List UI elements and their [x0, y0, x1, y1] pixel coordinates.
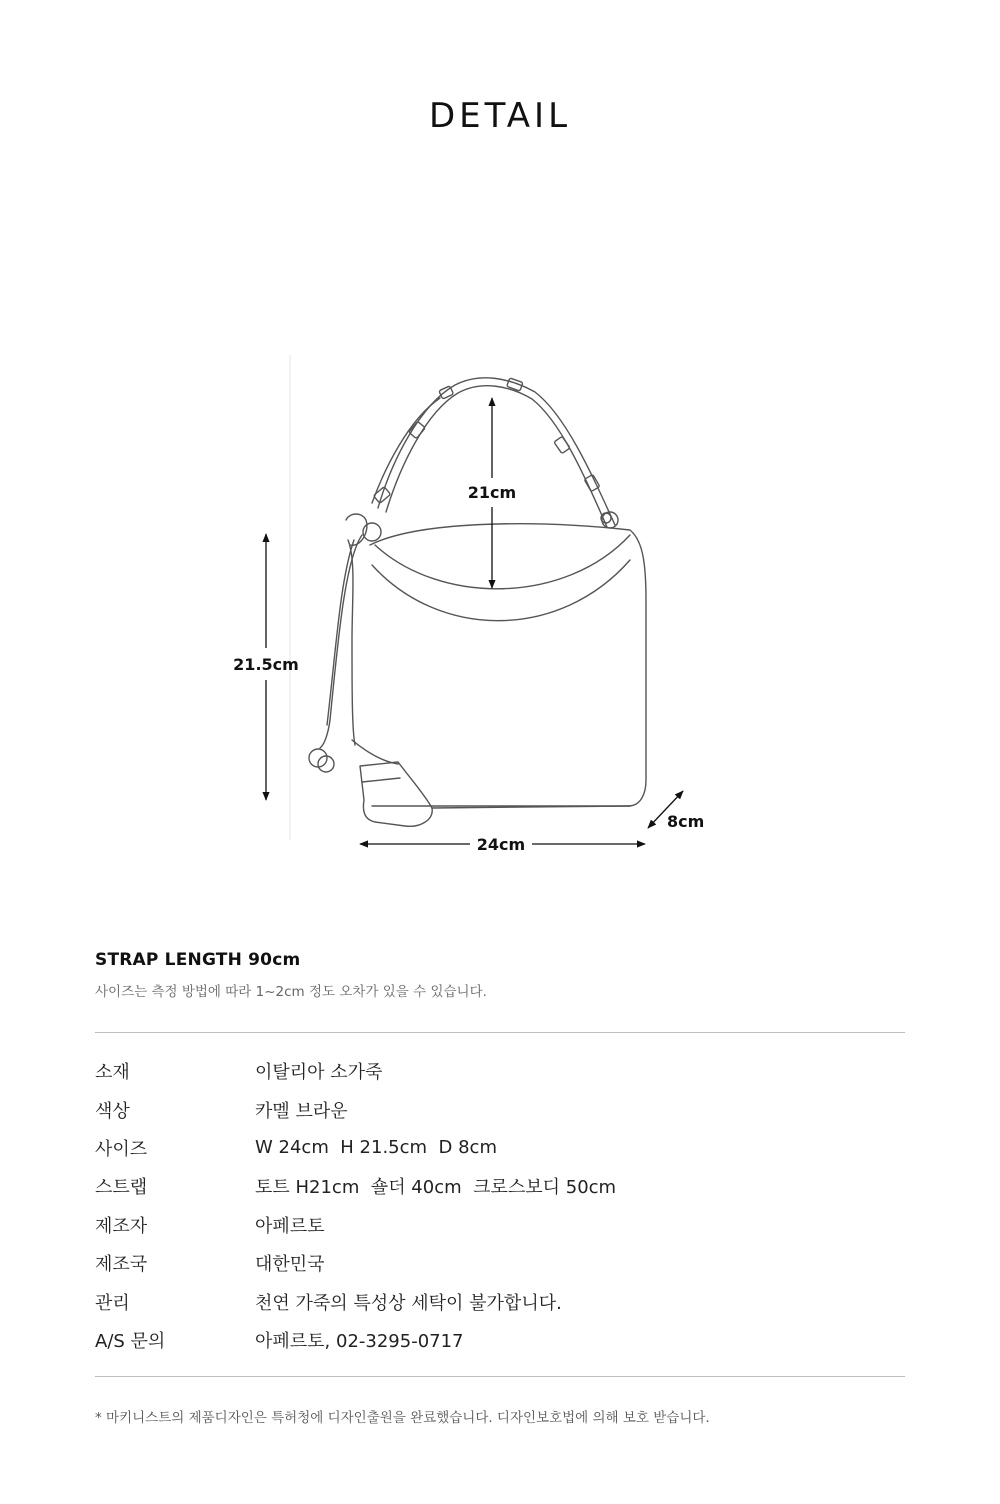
size-note: 사이즈는 측정 방법에 따라 1~2cm 정도 오차가 있을 수 있습니다.: [95, 984, 487, 1000]
bag-dimension-drawing: [0, 340, 1000, 880]
spec-label: 관리: [95, 1292, 130, 1314]
divider-top: [95, 1032, 905, 1033]
page-title: DETAIL: [428, 96, 572, 136]
divider-bottom: [95, 1376, 905, 1377]
spec-row-size: [95, 1129, 905, 1167]
spec-value: 아페르토: [255, 1215, 325, 1237]
spec-label: 소재: [95, 1062, 130, 1084]
spec-value: 토트 H21cm 숄더 40cm 크로스보디 50cm: [255, 1177, 617, 1199]
spec-label: 색상: [95, 1100, 130, 1122]
spec-label: 사이즈: [95, 1138, 148, 1160]
spec-row-care: [95, 1282, 905, 1320]
spec-value: 카멜 브라운: [255, 1100, 348, 1122]
spec-row-manufacturer: [95, 1206, 905, 1244]
depth-label: 8cm: [667, 812, 705, 831]
strap-length: STRAP LENGTH 90cm: [95, 950, 301, 970]
width-label: 24cm: [476, 835, 526, 854]
spec-row-material: [95, 1052, 905, 1090]
spec-label: 스트랩: [95, 1177, 148, 1199]
spec-table: [95, 1052, 905, 1359]
spec-value: 아페르토, 02-3295-0717: [255, 1330, 464, 1352]
spec-label: A/S 문의: [95, 1330, 166, 1352]
design-patent-footnote: * 마키니스트의 제품디자인은 특허청에 디자인출원을 완료했습니다. 디자인보호법에 의해 보호 받습니다.: [95, 1410, 710, 1426]
strap-height-label: 21cm: [467, 483, 517, 502]
spec-row-color: [95, 1090, 905, 1128]
height-label: 21.5cm: [233, 655, 299, 674]
spec-value: 대한민국: [255, 1254, 325, 1276]
spec-row-as-contact: [95, 1321, 905, 1359]
spec-value: 이탈리아 소가죽: [255, 1062, 383, 1084]
spec-label: 제조국: [95, 1254, 148, 1276]
bag-illustration: [309, 378, 646, 827]
spec-row-country: [95, 1244, 905, 1282]
spec-label: 제조자: [95, 1215, 148, 1237]
spec-row-strap: [95, 1167, 905, 1205]
spec-value: 천연 가죽의 특성상 세탁이 불가합니다.: [255, 1292, 562, 1314]
spec-value: W 24cm H 21.5cm D 8cm: [255, 1137, 497, 1159]
